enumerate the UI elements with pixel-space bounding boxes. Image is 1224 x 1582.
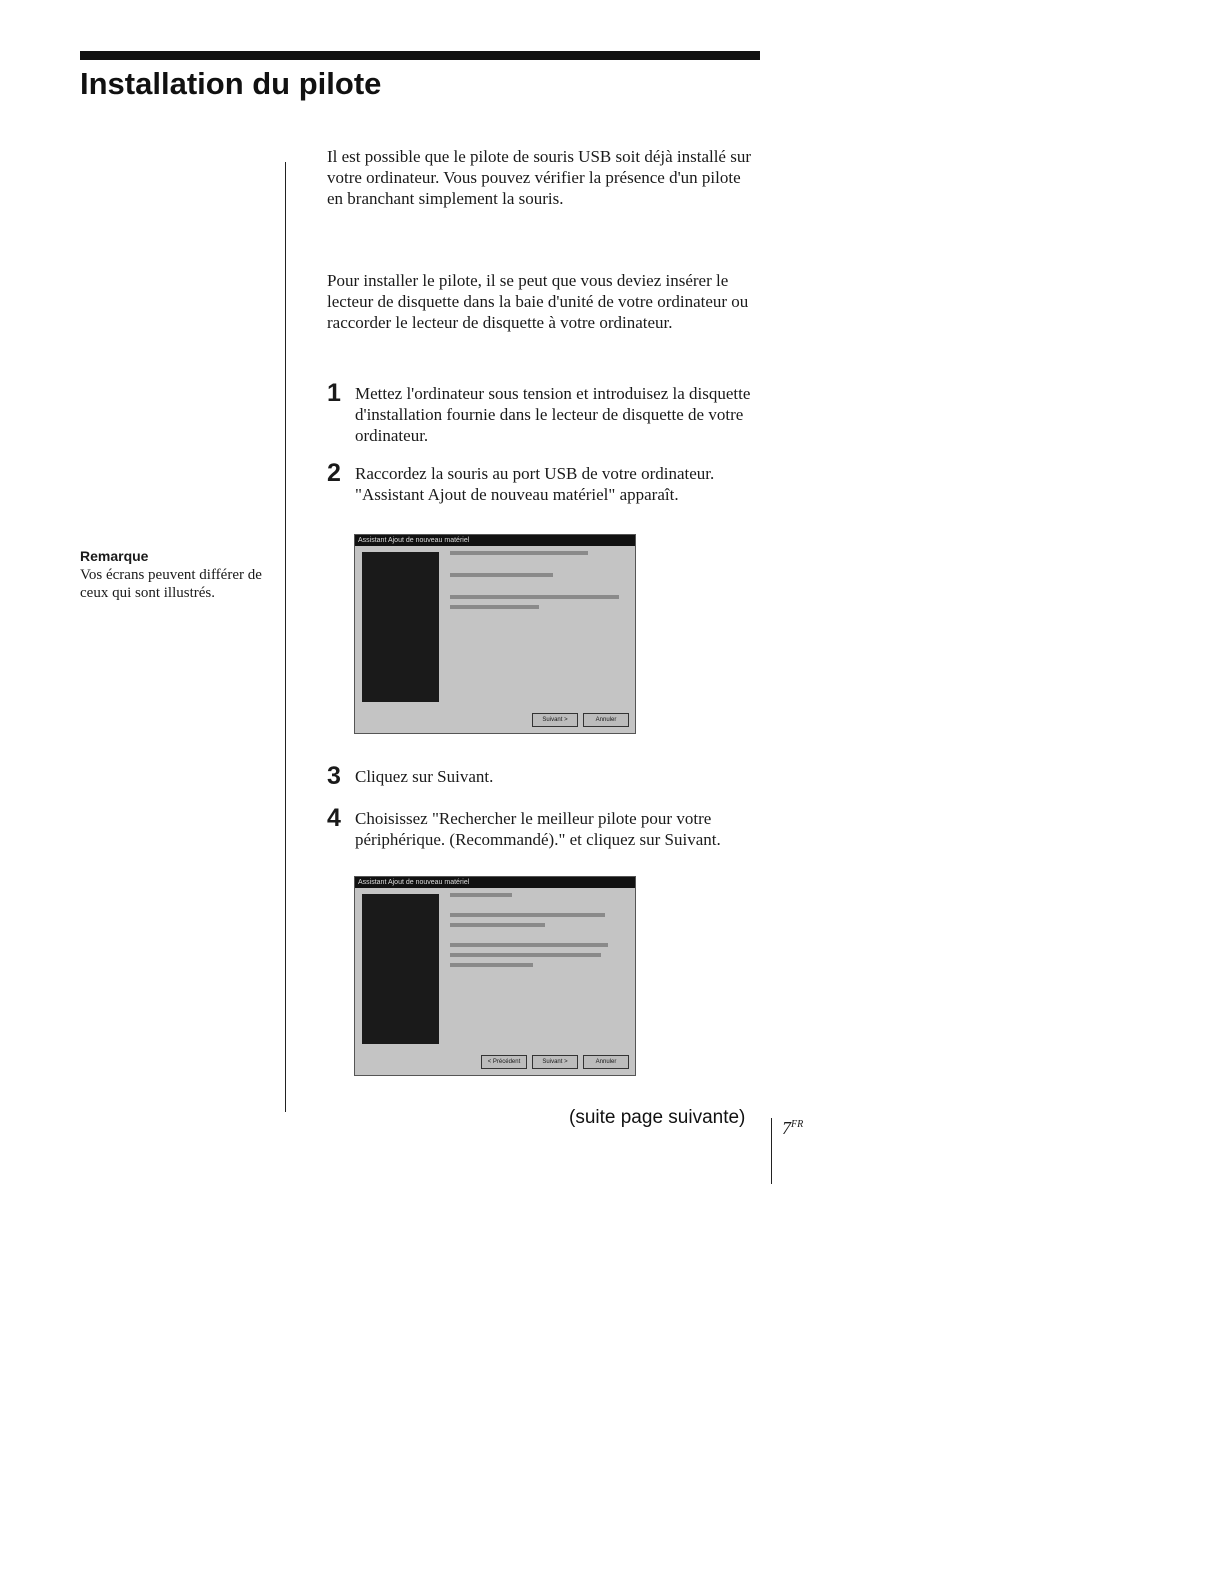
intro-paragraph-2: Pour installer le pilote, il se peut que vous deviez insérer le lecteur de disquette dans la baie d'unité de votre ordinateur ou raccorder le lecteur de disquette à votre ordinateur. xyxy=(327,271,749,332)
next-button: Suivant > xyxy=(532,1055,578,1069)
step-number: 1 xyxy=(327,379,341,407)
page-number xyxy=(782,1118,803,1139)
column-divider xyxy=(285,162,286,1112)
note-title: Remarque xyxy=(80,548,149,564)
computer-illustration-icon xyxy=(362,894,439,1044)
wizard-screenshot-1 xyxy=(354,534,636,734)
step-text: Cliquez sur Suivant. xyxy=(355,767,494,786)
note-box xyxy=(80,548,270,602)
step-result: "Assistant Ajout de nouveau matériel" apparaît. xyxy=(355,485,679,504)
step-number: 2 xyxy=(327,459,341,487)
next-button: Suivant > xyxy=(532,713,578,727)
step-text: Choisissez "Rechercher le meilleur pilote pour votre périphérique. (Recommandé)." et cliquez sur Suivant. xyxy=(355,809,721,849)
step-text: Raccordez la souris au port USB de votre ordinateur. xyxy=(355,464,715,483)
step-1 xyxy=(327,379,767,446)
step-3 xyxy=(327,762,767,790)
step-4 xyxy=(327,804,767,850)
cancel-button: Annuler xyxy=(583,1055,629,1069)
page-number-rule xyxy=(771,1118,772,1184)
back-button: < Précédent xyxy=(481,1055,527,1069)
page-number-value: 7 xyxy=(782,1118,791,1138)
header-rule xyxy=(80,51,760,60)
wizard-buttons xyxy=(481,1055,629,1069)
step-text: Mettez l'ordinateur sous tension et introduisez la disquette d'installation fournie dans le lecteur de disquette de votre ordinateur. xyxy=(355,384,751,445)
continued-label: (suite page suivante) xyxy=(569,1107,746,1128)
page-title: Installation du pilote xyxy=(80,66,382,101)
intro-paragraph-1: Il est possible que le pilote de souris USB soit déjà installé sur votre ordinateur. Vous pouvez vérifier la présence d'un pilote en branchant simplement la souris. xyxy=(327,147,752,208)
wizard-text-lines xyxy=(450,893,622,973)
wizard-title-bar: Assistant Ajout de nouveau matériel xyxy=(355,535,635,546)
wizard-body xyxy=(355,546,635,733)
note-text: Vos écrans peuvent différer de ceux qui sont illustrés. xyxy=(80,567,262,601)
wizard-title-bar: Assistant Ajout de nouveau matériel xyxy=(355,877,635,888)
cancel-button: Annuler xyxy=(583,713,629,727)
computer-illustration-icon xyxy=(362,552,439,702)
wizard-buttons xyxy=(532,713,629,727)
page-number-suffix: FR xyxy=(791,1119,804,1130)
wizard-screenshot-2 xyxy=(354,876,636,1076)
step-number: 4 xyxy=(327,804,341,832)
wizard-body xyxy=(355,888,635,1075)
step-number: 3 xyxy=(327,762,341,790)
wizard-text-lines xyxy=(450,551,622,615)
step-2 xyxy=(327,459,767,505)
